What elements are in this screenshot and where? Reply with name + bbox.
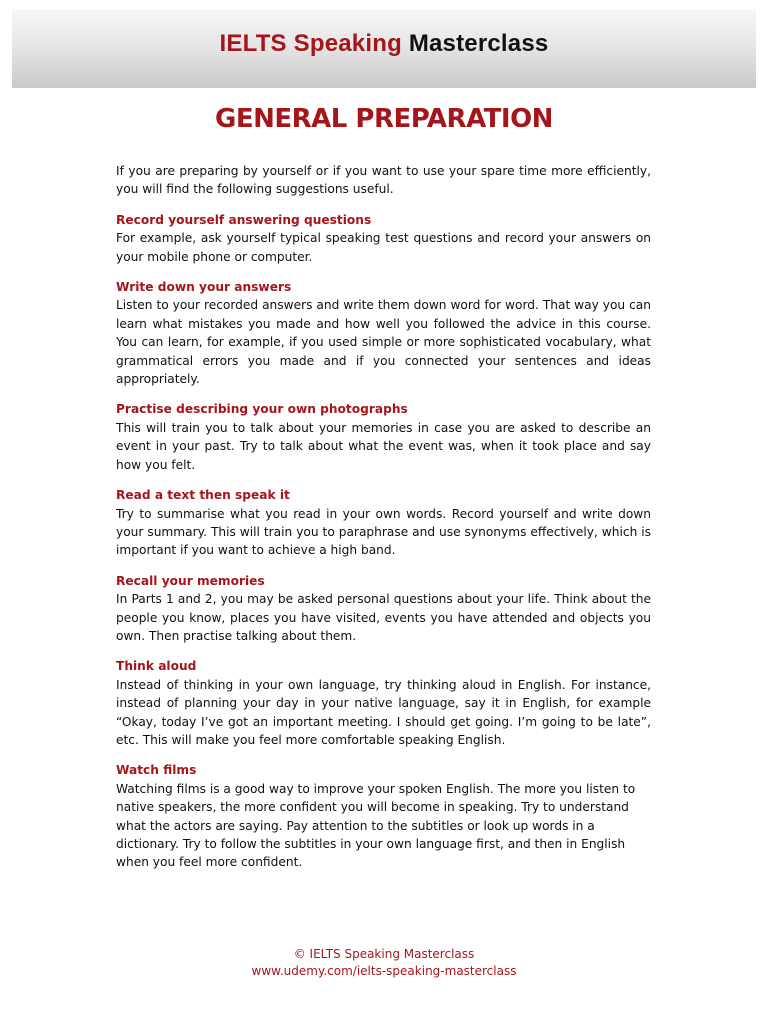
banner-title (220, 30, 549, 58)
section-think-aloud (116, 657, 651, 749)
section-describe-photographs (116, 400, 651, 474)
footer-copyright: © IELTS Speaking Masterclass (293, 947, 475, 961)
section-read-text-speak (116, 486, 651, 560)
section-body: For example, ask yourself typical speaking test questions and record your answers on your mobile phone or computer. (116, 231, 651, 264)
section-recall-memories (116, 572, 651, 646)
section-heading: Practise describing your own photographs (116, 402, 408, 417)
section-heading: Write down your answers (116, 280, 292, 295)
section-write-down-answers (116, 278, 651, 388)
intro-paragraph: If you are preparing by yourself or if you want to use your spare time more efficiently, you will find the following suggestions useful. (116, 164, 651, 197)
page-footer (0, 946, 768, 980)
section-body: Instead of thinking in your own language, try thinking aloud in English. For instance, instead of planning your day in your native language, say it in English, for example “Okay, today I’ve got an important meeting. I should get going. I’m going to be late”, etc. This will make you feel more comfortable speaking English. (116, 677, 651, 747)
banner-title-suffix: Masterclass (408, 30, 549, 57)
page-title: GENERAL PREPARATION (215, 104, 553, 134)
section-heading: Watch films (116, 763, 197, 778)
section-body: Try to summarise what you read in your own words. Record yourself and write down your summary. This will train you to paraphrase and use synonyms effectively, which is important if you want to achieve a high band. (116, 506, 651, 558)
banner-title-brand: IELTS Speaking (219, 30, 402, 57)
section-heading: Recall your memories (116, 573, 265, 588)
section-body: In Parts 1 and 2, you may be asked personal questions about your life. Think about the people you know, places you have visited, events you have attended and objects you own. Then practise talking about them. (116, 592, 651, 643)
section-heading: Read a text then speak it (116, 488, 290, 503)
section-body: Listen to your recorded answers and write them down word for word. That way you can learn what mistakes you made and how well you followed the advice in this course. You can learn, for example, if you used simple or more sophisticated vocabulary, what grammatical errors you made and if you connected your sentences and ideas appropriately. (116, 298, 651, 387)
header-banner (12, 10, 756, 88)
section-watch-films (116, 761, 651, 871)
section-body: Watching films is a good way to improve your spoken English. The more you listen to native speakers, the more confident you will become in speaking. Try to understand what the actors are saying. Pay attention to the subtitles or look up words in a dictionary. Try to follow the subtitles in your own language first, and then in English when you feel more confident. (116, 781, 636, 870)
section-record-yourself (116, 211, 651, 266)
document-body (116, 162, 651, 884)
section-heading: Record yourself answering questions (116, 212, 372, 227)
section-body: This will train you to talk about your memories in case you are asked to describe an event in your past. Try to talk about what the event was, when it took place and say how you felt. (116, 420, 651, 472)
footer-url: www.udemy.com/ielts-speaking-masterclass (251, 964, 517, 978)
section-heading: Think aloud (116, 659, 197, 674)
